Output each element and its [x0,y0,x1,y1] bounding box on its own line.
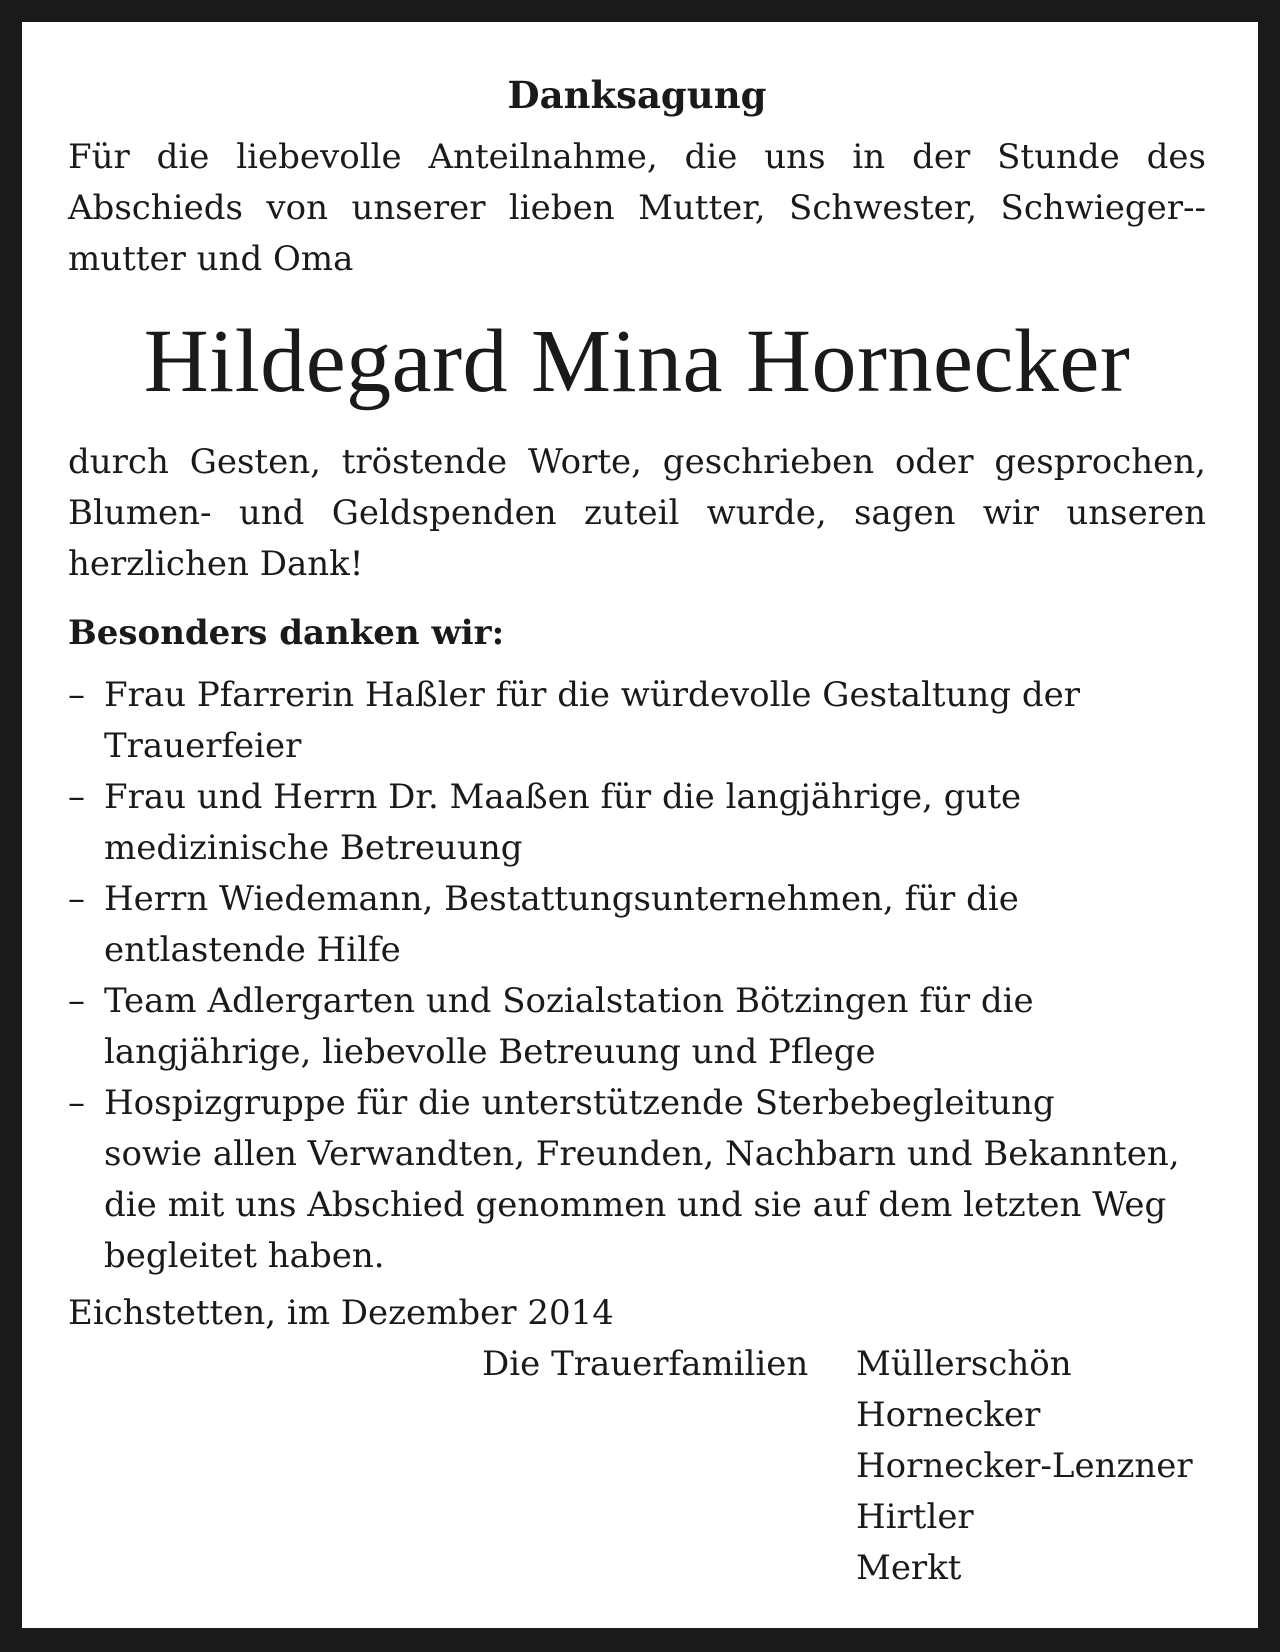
dash-bullet: – [68,1083,85,1123]
list-item [68,1078,1206,1129]
family-name: Hornecker-Lenzner [856,1446,1193,1486]
list-item-text: Frau und Herrn Dr. Maaßen für die langjährige, gute medizinische Betreuung [104,777,1022,868]
family-name: Hornecker [856,1395,1041,1435]
dash-bullet: – [68,981,85,1021]
notice-heading: Danksagung [507,73,767,117]
list-item [68,670,1206,772]
thanks-list [68,670,1206,1129]
body-paragraph: durch Gesten, tröstende Worte, geschrieben oder gesprochen, Blumen- und Geldspenden zuteil wurde, sagen wir unseren herzlichen Dank! [68,442,1206,584]
dash-bullet: – [68,879,85,919]
dash-bullet: – [68,675,85,715]
family-names [856,1339,1193,1594]
intro-paragraph: Für die liebevolle Anteilnahme, die uns in der Stunde des Abschieds von unserer lieben Mutter, Schwester, Schwieger-mutter und Oma [68,137,1206,279]
list-item-text: Team Adlergarten und Sozialstation Bötzingen für die langjährige, liebevolle Betreuung und Pflege [104,981,1034,1072]
list-item-text: Herrn Wiedemann, Bestattungsunternehmen, für die entlastende Hilfe [104,879,1019,970]
family-name: Hirtler [856,1497,974,1537]
obituary-notice [22,22,1258,1628]
closing-paragraph: sowie allen Verwandten, Freunden, Nachbarn und Bekannten, die mit uns Abschied genommen und sie auf dem letzten Weg begleitet haben. [104,1134,1180,1276]
deceased-name: Hildegard Mina Hornecker [143,312,1131,411]
list-item [68,874,1206,976]
family-name: Merkt [856,1548,962,1588]
special-thanks-heading: Besonders danken wir: [68,613,505,653]
list-item-text: Hospizgruppe für die unterstützende Sterbebegleitung [104,1083,1055,1123]
signature-block [482,1339,1206,1594]
signature-label: Die Trauerfamilien [482,1344,809,1384]
list-item-text: Frau Pfarrerin Haßler für die würdevolle Gestaltung der Trauerfeier [104,675,1081,766]
family-name: Müllerschön [856,1344,1072,1384]
place-date: Eichstetten, im Dezember 2014 [68,1293,614,1333]
list-item [68,772,1206,874]
dash-bullet: – [68,777,85,817]
list-item [68,976,1206,1078]
